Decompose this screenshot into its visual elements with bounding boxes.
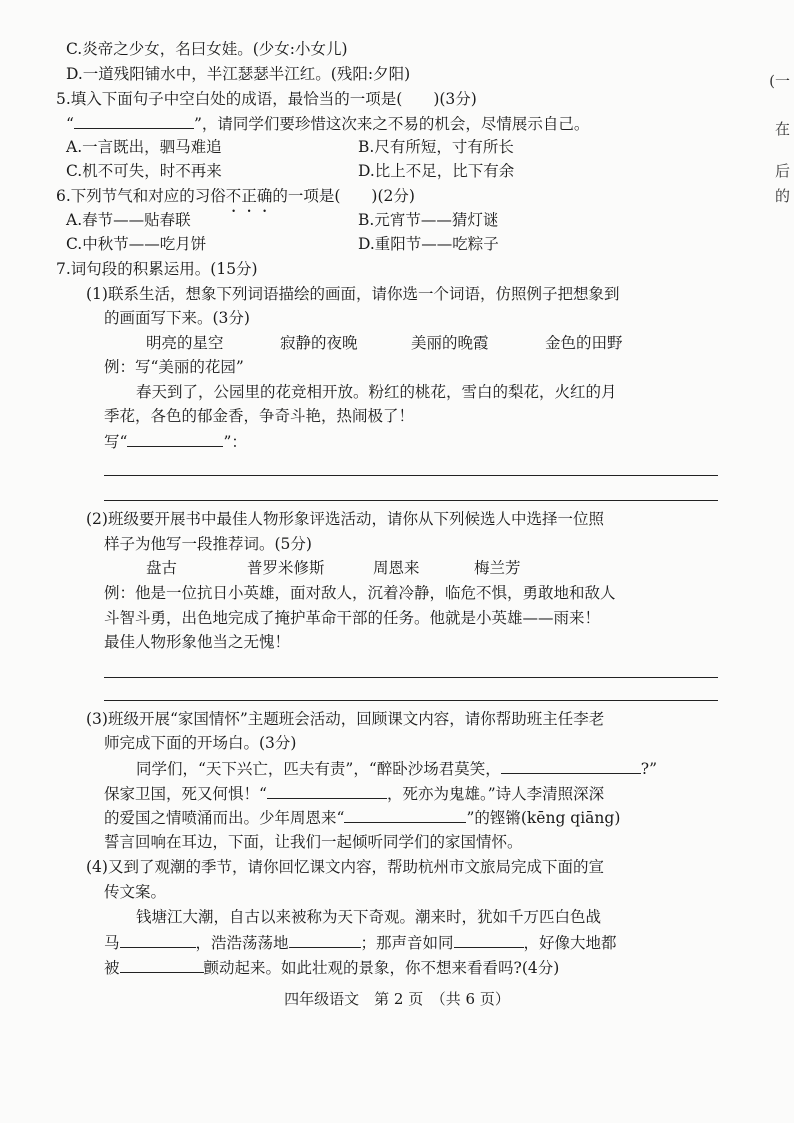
q7-2-prompt-b: 样子为他写一段推荐词。(5分) xyxy=(104,535,312,553)
answer-line[interactable] xyxy=(104,677,718,678)
word-option-2: 寂静的夜晚 xyxy=(280,334,358,352)
q5-blank[interactable] xyxy=(74,112,194,129)
q7-1-prompt-a: (1)联系生活，想象下列词语描绘的画面，请你选一个词语，仿照例子把想象到 xyxy=(86,285,620,303)
q7-3-prompt-b: 师完成下面的开场白。(3分) xyxy=(104,734,297,752)
adjacent-page-fragment: 在 xyxy=(774,120,790,138)
answer-line[interactable] xyxy=(104,500,718,501)
tide-blank-2[interactable] xyxy=(289,931,361,948)
adjacent-page-fragment: (一 xyxy=(769,72,790,90)
q7-3-prompt-a: (3)班级开展“家国情怀”主题班会活动，回顾课文内容，请你帮助班主任李老 xyxy=(86,710,605,728)
q4-option-c: C.炎帝之少女，名曰女娃。(少女:小女儿) xyxy=(66,40,348,58)
q5-option-b: B.尺有所短，寸有所长 xyxy=(358,138,514,156)
word-option-4: 金色的田野 xyxy=(545,334,623,352)
tide-blank-3[interactable] xyxy=(454,931,524,948)
tide-blank-1[interactable] xyxy=(120,931,196,948)
example-2-line-b: 斗智斗勇，出色地完成了掩护革命干部的任务。他就是小英雄——雨来！ xyxy=(104,609,601,627)
example-2-line-c: 最佳人物形象他当之无愧！ xyxy=(104,633,291,651)
q6-option-c: C.中秋节——吃月饼 xyxy=(66,235,207,253)
q7-2-prompt-a: (2)班级要开展书中最佳人物形象评选活动，请你从下列候选人中选择一位照 xyxy=(86,510,604,528)
example-1-label: 例：写“美丽的花园” xyxy=(104,358,244,376)
poem-blank-1[interactable] xyxy=(501,757,641,774)
vow-blank[interactable] xyxy=(344,806,466,823)
example-1-line-b: 季花，各色的郁金香，争奇斗艳，热闹极了！ xyxy=(104,407,415,425)
question-7: 7.词句段的积累运用。(15分) xyxy=(56,260,258,278)
q7-4-prompt-b: 传文案。 xyxy=(104,883,167,901)
q6-option-d: D.重阳节——吃粽子 xyxy=(358,235,499,253)
poem-blank-2[interactable] xyxy=(267,782,387,799)
question-6: 6.下列节气和对应的习俗不正确的一项是( )(2分) xyxy=(56,187,415,205)
q5-option-d: D.比上不足，比下有余 xyxy=(358,162,515,180)
word-option-1: 明亮的星空 xyxy=(146,334,224,352)
q5-sentence: “ ”，请同学们要珍惜这次来之不易的机会，尽情展示自己。 xyxy=(66,112,589,135)
q4-option-d: D.一道残阳铺水中，半江瑟瑟半江红。(残阳:夕阳) xyxy=(66,65,411,83)
q7-3-line-c: 同学们，“天下兴亡，匹夫有责”，“醉卧沙场君莫笑， ?” xyxy=(136,757,657,780)
candidate-1: 盘古 xyxy=(146,559,178,577)
tide-blank-4[interactable] xyxy=(120,956,204,973)
adjacent-page-fragment: 的 xyxy=(774,187,790,205)
question-5: 5.填入下面句子中空白处的成语，最恰当的一项是( )(3分) xyxy=(56,90,477,108)
candidate-3: 周恩来 xyxy=(373,559,420,577)
q5-option-c: C.机不可失，时不再来 xyxy=(66,162,222,180)
q7-3-line-f: 誓言回响在耳边，下面，让我们一起倾听同学们的家国情怀。 xyxy=(104,833,523,851)
q6-option-b: B.元宵节——猜灯谜 xyxy=(358,211,499,229)
example-2-line-a: 例：他是一位抗日小英雄，面对敌人，沉着冷静，临危不惧，勇敢地和敌人 xyxy=(104,584,616,602)
answer-line[interactable] xyxy=(104,700,718,701)
page-footer: 四年级语文 第 2 页 （共 6 页） xyxy=(284,990,510,1008)
word-option-3: 美丽的晚霞 xyxy=(411,334,489,352)
q7-4-line-e: 被 颤动起来。如此壮观的景象，你不想来看看吗?(4分) xyxy=(104,956,559,979)
adjacent-page-fragment: 后 xyxy=(774,162,790,180)
answer-line[interactable] xyxy=(104,475,718,476)
q7-3-line-d: 保家卫国，死又何惧！“ ，死亦为鬼雄。”诗人李清照深深 xyxy=(104,782,604,805)
q7-4-prompt-a: (4)又到了观潮的季节，请你回忆课文内容，帮助杭州市文旅局完成下面的宣 xyxy=(86,858,604,876)
write-prompt: 写“ ”： xyxy=(104,430,247,453)
write-topic-blank[interactable] xyxy=(127,430,223,447)
candidate-4: 梅兰芳 xyxy=(474,559,521,577)
q7-3-line-e: 的爱国之情喷涌而出。少年周恩来“ ”的铿锵(kēng qiāng) xyxy=(104,806,620,829)
q6-option-a: A.春节——贴春联 xyxy=(66,211,191,229)
q7-1-prompt-b: 的画面写下来。(3分) xyxy=(104,309,250,327)
candidate-2: 普罗米修斯 xyxy=(247,559,325,577)
q7-4-line-d: 马 ，浩浩荡荡地 ；那声音如同 ，好像大地都 xyxy=(104,931,617,954)
q5-option-a: A.一言既出，驷马难追 xyxy=(66,138,222,156)
example-1-line-a: 春天到了，公园里的花竞相开放。粉红的桃花，雪白的梨花，火红的月 xyxy=(136,383,617,401)
q7-4-line-c: 钱塘江大潮，自古以来被称为天下奇观。潮来时，犹如千万匹白色战 xyxy=(136,908,602,926)
